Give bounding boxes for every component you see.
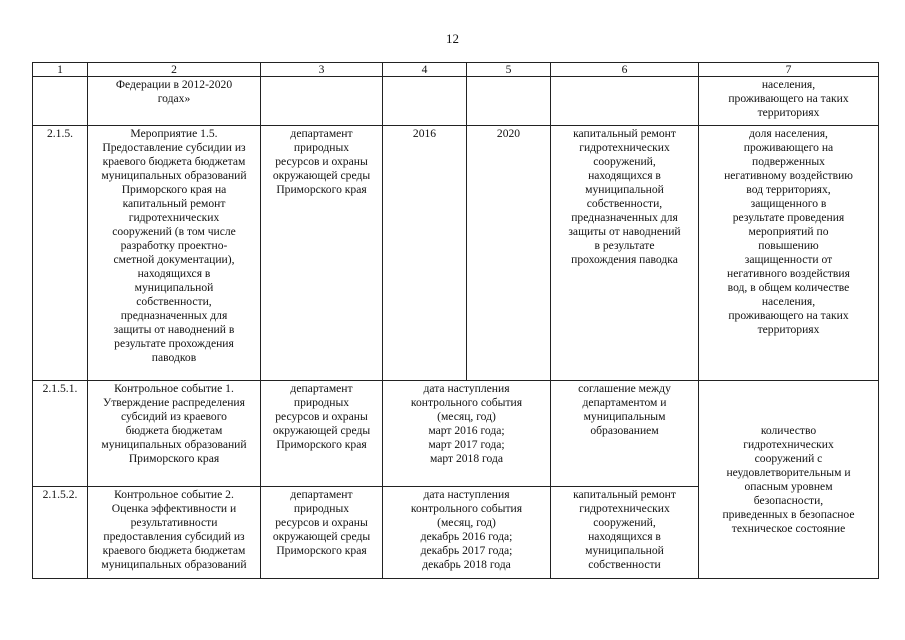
header-cell: 1 bbox=[33, 63, 88, 77]
row-number-cell: 2.1.5. bbox=[33, 126, 88, 381]
table-header-row bbox=[33, 63, 879, 77]
control-date-cell: дата наступления контрольного события (месяц, год) декабрь 2016 года; декабрь 2017 года; декабрь 2018 года bbox=[383, 487, 551, 579]
result-cell: капитальный ремонт гидротехнических сооружений, находящихся в муниципальной собственности bbox=[551, 487, 699, 579]
page-number: 12 bbox=[446, 31, 459, 46]
end-year-cell: 2020 bbox=[467, 126, 551, 381]
executor-cell bbox=[261, 77, 383, 126]
header-cell: 5 bbox=[467, 63, 551, 77]
header-cell: 2 bbox=[88, 63, 261, 77]
indicator-cell: населения, проживающего на таких территориях bbox=[699, 77, 879, 126]
header-cell: 4 bbox=[383, 63, 467, 77]
executor-cell: департамент природных ресурсов и охраны окружающей среды Приморского края bbox=[261, 487, 383, 579]
executor-cell: департамент природных ресурсов и охраны окружающей среды Приморского края bbox=[261, 126, 383, 381]
event-cell: Федерации в 2012-2020 годах» bbox=[88, 77, 261, 126]
start-year-cell bbox=[383, 77, 467, 126]
event-cell: Контрольное событие 2. Оценка эффективности и результативности предоставления субсидий из краевого бюджета бюджетам муниципальных образований bbox=[88, 487, 261, 579]
executor-cell: департамент природных ресурсов и охраны окружающей среды Приморского края bbox=[261, 381, 383, 487]
table-row bbox=[33, 381, 879, 487]
start-year-cell: 2016 bbox=[383, 126, 467, 381]
event-cell: Мероприятие 1.5. Предоставление субсидии из краевого бюджета бюджетам муниципальных образований Приморского края на капитальный ремонт гидротехнических сооружений (в том числе разработку проектно- сметной документации), находящихся в муниципальной собственности, предназначенных для защиты от наводнений в результате прохождения паводков bbox=[88, 126, 261, 381]
header-cell: 6 bbox=[551, 63, 699, 77]
event-cell: Контрольное событие 1. Утверждение распределения субсидий из краевого бюджета бюджетам муниципальных образований Приморского края bbox=[88, 381, 261, 487]
table-row bbox=[33, 77, 879, 126]
row-number-cell bbox=[33, 77, 88, 126]
header-cell: 3 bbox=[261, 63, 383, 77]
row-number-cell: 2.1.5.1. bbox=[33, 381, 88, 487]
header-cell: 7 bbox=[699, 63, 879, 77]
indicator-cell: доля населения, проживающего на подверженных негативному воздействию вод территориях, защищенного в результате проведения мероприятий по повышению защищенности от негативного воздействия вод, в общем количестве населения, проживающего на таких территориях bbox=[699, 126, 879, 381]
result-cell: соглашение между департаментом и муниципальным образованием bbox=[551, 381, 699, 487]
end-year-cell bbox=[467, 77, 551, 126]
merged-indicator-cell: количество гидротехнических сооружений с неудовлетворительным и опасным уровнем безопасности, приведенных в безопасное техническое состояние bbox=[699, 381, 879, 579]
plan-table bbox=[32, 62, 879, 579]
result-cell bbox=[551, 77, 699, 126]
row-number-cell: 2.1.5.2. bbox=[33, 487, 88, 579]
table-row bbox=[33, 126, 879, 381]
result-cell: капитальный ремонт гидротехнических сооружений, находящихся в муниципальной собственности, предназначенных для защиты от наводнений в результате прохождения паводка bbox=[551, 126, 699, 381]
control-date-cell: дата наступления контрольного события (месяц, год) март 2016 года; март 2017 года; март 2018 года bbox=[383, 381, 551, 487]
